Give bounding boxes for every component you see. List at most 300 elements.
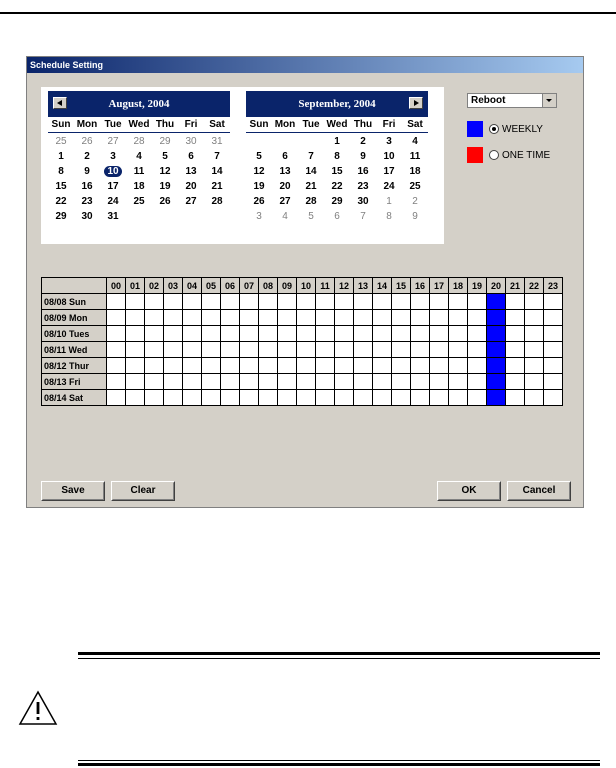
day-number: 24	[383, 181, 395, 192]
schedule-cell[interactable]	[278, 294, 297, 310]
schedule-cell[interactable]	[107, 310, 126, 326]
schedule-cell[interactable]	[221, 294, 240, 310]
schedule-cell[interactable]	[354, 342, 373, 358]
hour-header[interactable]: 08	[259, 278, 278, 294]
schedule-cell[interactable]	[221, 326, 240, 342]
schedule-cell[interactable]	[392, 310, 411, 326]
schedule-cell[interactable]	[544, 374, 563, 390]
day-cell[interactable]	[402, 149, 428, 164]
schedule-cell[interactable]	[373, 310, 392, 326]
schedule-cell[interactable]	[164, 374, 183, 390]
day-cell[interactable]	[246, 194, 272, 209]
day-cell[interactable]	[48, 134, 74, 149]
row-date-label[interactable]: 08/12 Thur	[42, 358, 107, 374]
day-cell[interactable]	[376, 194, 402, 209]
schedule-cell[interactable]	[107, 374, 126, 390]
day-cell[interactable]	[324, 194, 350, 209]
schedule-cell[interactable]	[202, 390, 221, 406]
schedule-cell[interactable]	[202, 374, 221, 390]
hour-header[interactable]: 01	[126, 278, 145, 294]
day-cell[interactable]	[126, 164, 152, 179]
hour-header[interactable]: 14	[373, 278, 392, 294]
day-cell[interactable]	[204, 164, 230, 179]
schedule-cell[interactable]	[449, 390, 468, 406]
schedule-cell[interactable]	[525, 294, 544, 310]
schedule-cell[interactable]	[544, 342, 563, 358]
hour-header[interactable]: 06	[221, 278, 240, 294]
schedule-cell[interactable]	[411, 294, 430, 310]
hour-header[interactable]: 18	[449, 278, 468, 294]
schedule-cell[interactable]	[411, 390, 430, 406]
day-cell[interactable]	[246, 149, 272, 164]
day-cell[interactable]	[350, 149, 376, 164]
day-cell[interactable]	[298, 149, 324, 164]
hour-header[interactable]: 10	[297, 278, 316, 294]
day-cell[interactable]	[350, 134, 376, 149]
schedule-cell[interactable]	[126, 342, 145, 358]
schedule-cell[interactable]	[411, 310, 430, 326]
schedule-cell[interactable]	[278, 310, 297, 326]
schedule-cell[interactable]	[411, 326, 430, 342]
caution-top-rule-thin	[78, 658, 600, 659]
day-cell[interactable]	[298, 164, 324, 179]
schedule-cell[interactable]	[354, 358, 373, 374]
schedule-cell[interactable]	[449, 358, 468, 374]
schedule-cell[interactable]	[202, 358, 221, 374]
schedule-cell[interactable]	[221, 390, 240, 406]
day-cell[interactable]	[48, 194, 74, 209]
day-number: 2	[360, 136, 366, 147]
clear-button[interactable]: Clear	[111, 481, 175, 501]
schedule-cell[interactable]	[164, 342, 183, 358]
day-cell[interactable]	[74, 209, 100, 224]
day-cell[interactable]	[126, 149, 152, 164]
schedule-cell[interactable]	[373, 358, 392, 374]
schedule-cell[interactable]	[335, 310, 354, 326]
schedule-cell[interactable]	[240, 390, 259, 406]
day-cell[interactable]	[376, 134, 402, 149]
schedule-cell[interactable]	[316, 310, 335, 326]
schedule-cell[interactable]	[506, 294, 525, 310]
schedule-cell[interactable]	[259, 342, 278, 358]
schedule-cell[interactable]	[278, 326, 297, 342]
schedule-cell[interactable]	[316, 390, 335, 406]
day-cell[interactable]	[178, 134, 204, 149]
day-cell[interactable]	[100, 209, 126, 224]
schedule-cell[interactable]	[430, 374, 449, 390]
row-date-label[interactable]: 08/13 Fri	[42, 374, 107, 390]
schedule-cell[interactable]	[430, 358, 449, 374]
one-time-radio[interactable]	[489, 150, 499, 160]
hour-header[interactable]: 00	[107, 278, 126, 294]
schedule-cell[interactable]	[107, 358, 126, 374]
schedule-cell[interactable]	[126, 358, 145, 374]
schedule-cell[interactable]	[392, 326, 411, 342]
hour-header[interactable]: 15	[392, 278, 411, 294]
schedule-cell[interactable]	[373, 342, 392, 358]
schedule-cell[interactable]	[354, 326, 373, 342]
schedule-cell[interactable]	[183, 310, 202, 326]
schedule-cell[interactable]	[259, 310, 278, 326]
schedule-cell[interactable]	[354, 294, 373, 310]
schedule-cell[interactable]	[449, 342, 468, 358]
schedule-cell[interactable]	[468, 310, 487, 326]
row-date-label[interactable]: 08/08 Sun	[42, 294, 107, 310]
schedule-cell[interactable]	[525, 310, 544, 326]
day-cell[interactable]	[204, 194, 230, 209]
schedule-cell[interactable]	[202, 326, 221, 342]
schedule-cell-weekly[interactable]	[487, 390, 506, 406]
schedule-cell-weekly[interactable]	[487, 374, 506, 390]
day-cell[interactable]	[402, 209, 428, 224]
day-cell[interactable]	[152, 149, 178, 164]
schedule-cell[interactable]	[506, 310, 525, 326]
schedule-cell-weekly[interactable]	[487, 326, 506, 342]
schedule-cell[interactable]	[392, 342, 411, 358]
schedule-cell[interactable]	[525, 390, 544, 406]
schedule-type-select[interactable]	[467, 93, 557, 108]
day-cell[interactable]	[376, 209, 402, 224]
schedule-cell[interactable]	[297, 374, 316, 390]
schedule-cell[interactable]	[335, 342, 354, 358]
schedule-cell[interactable]	[297, 390, 316, 406]
schedule-cell[interactable]	[449, 374, 468, 390]
weekday-header-row	[246, 119, 428, 133]
schedule-cell[interactable]	[164, 390, 183, 406]
day-cell[interactable]	[272, 209, 298, 224]
day-cell[interactable]	[126, 134, 152, 149]
schedule-cell[interactable]	[126, 390, 145, 406]
day-cell[interactable]	[298, 209, 324, 224]
schedule-cell[interactable]	[183, 358, 202, 374]
schedule-cell[interactable]	[278, 342, 297, 358]
schedule-cell[interactable]	[164, 358, 183, 374]
schedule-cell[interactable]	[297, 310, 316, 326]
schedule-cell[interactable]	[335, 374, 354, 390]
schedule-cell[interactable]	[145, 294, 164, 310]
schedule-cell[interactable]	[449, 310, 468, 326]
schedule-cell[interactable]	[221, 310, 240, 326]
day-cell[interactable]	[204, 179, 230, 194]
day-cell[interactable]	[126, 179, 152, 194]
save-button[interactable]: Save	[41, 481, 105, 501]
row-date-label[interactable]: 08/10 Tues	[42, 326, 107, 342]
day-cell[interactable]	[74, 179, 100, 194]
hour-header[interactable]: 12	[335, 278, 354, 294]
next-month-button[interactable]	[409, 97, 423, 109]
schedule-cell[interactable]	[278, 374, 297, 390]
day-number: 18	[409, 166, 421, 177]
schedule-cell[interactable]	[240, 294, 259, 310]
day-cell[interactable]	[152, 134, 178, 149]
schedule-cell[interactable]	[107, 390, 126, 406]
schedule-cell[interactable]	[430, 326, 449, 342]
schedule-cell[interactable]	[297, 358, 316, 374]
hour-header[interactable]: 04	[183, 278, 202, 294]
schedule-cell[interactable]	[240, 326, 259, 342]
schedule-cell[interactable]	[316, 358, 335, 374]
hour-header[interactable]: 11	[316, 278, 335, 294]
hour-header[interactable]: 16	[411, 278, 430, 294]
schedule-cell[interactable]	[506, 358, 525, 374]
day-cell[interactable]	[204, 149, 230, 164]
schedule-cell[interactable]	[183, 294, 202, 310]
row-date-label[interactable]: 08/11 Wed	[42, 342, 107, 358]
day-cell[interactable]	[178, 194, 204, 209]
schedule-cell[interactable]	[297, 294, 316, 310]
schedule-cell[interactable]	[240, 342, 259, 358]
day-cell[interactable]	[48, 179, 74, 194]
day-cell[interactable]	[178, 179, 204, 194]
hour-header[interactable]: 20	[487, 278, 506, 294]
schedule-cell[interactable]	[525, 358, 544, 374]
schedule-cell[interactable]	[221, 374, 240, 390]
schedule-cell[interactable]	[316, 294, 335, 310]
schedule-cell[interactable]	[468, 294, 487, 310]
day-cell[interactable]	[152, 179, 178, 194]
row-date-label[interactable]: 08/09 Mon	[42, 310, 107, 326]
schedule-cell[interactable]	[373, 390, 392, 406]
schedule-cell[interactable]	[506, 326, 525, 342]
schedule-cell[interactable]	[373, 374, 392, 390]
schedule-cell[interactable]	[316, 326, 335, 342]
day-cell[interactable]	[48, 164, 74, 179]
schedule-cell[interactable]	[126, 310, 145, 326]
schedule-cell[interactable]	[506, 390, 525, 406]
schedule-cell[interactable]	[202, 310, 221, 326]
day-cell[interactable]	[178, 149, 204, 164]
schedule-cell[interactable]	[183, 374, 202, 390]
schedule-cell[interactable]	[259, 294, 278, 310]
schedule-cell[interactable]	[297, 326, 316, 342]
day-cell[interactable]	[74, 194, 100, 209]
schedule-cell[interactable]	[354, 390, 373, 406]
schedule-cell[interactable]	[183, 326, 202, 342]
schedule-cell[interactable]	[373, 294, 392, 310]
schedule-cell[interactable]	[525, 326, 544, 342]
schedule-cell[interactable]	[240, 310, 259, 326]
day-cell[interactable]	[350, 164, 376, 179]
ok-button[interactable]: OK	[437, 481, 501, 501]
day-cell[interactable]	[74, 149, 100, 164]
schedule-cell[interactable]	[544, 294, 563, 310]
schedule-cell[interactable]	[392, 390, 411, 406]
hour-header[interactable]: 23	[544, 278, 563, 294]
hour-header[interactable]: 09	[278, 278, 297, 294]
schedule-cell[interactable]	[316, 342, 335, 358]
schedule-cell[interactable]	[411, 374, 430, 390]
schedule-cell[interactable]	[335, 358, 354, 374]
month-header-right	[246, 91, 428, 117]
schedule-cell[interactable]	[430, 342, 449, 358]
day-cell[interactable]	[74, 134, 100, 149]
schedule-cell[interactable]	[278, 390, 297, 406]
schedule-cell[interactable]	[468, 326, 487, 342]
schedule-cell[interactable]	[411, 358, 430, 374]
day-cell[interactable]	[350, 209, 376, 224]
schedule-cell[interactable]	[202, 294, 221, 310]
schedule-cell[interactable]	[411, 342, 430, 358]
day-cell[interactable]	[324, 149, 350, 164]
day-cell[interactable]	[402, 134, 428, 149]
schedule-cell[interactable]	[221, 358, 240, 374]
schedule-cell[interactable]	[107, 326, 126, 342]
schedule-cell[interactable]	[525, 374, 544, 390]
schedule-cell[interactable]	[468, 358, 487, 374]
day-number: 28	[211, 196, 223, 207]
schedule-cell[interactable]	[145, 326, 164, 342]
day-cell[interactable]	[246, 209, 272, 224]
day-cell[interactable]	[204, 134, 230, 149]
schedule-cell[interactable]	[544, 358, 563, 374]
day-cell[interactable]	[100, 194, 126, 209]
day-cell[interactable]	[272, 194, 298, 209]
schedule-cell[interactable]	[297, 342, 316, 358]
cancel-button[interactable]: Cancel	[507, 481, 571, 501]
hour-header[interactable]: 22	[525, 278, 544, 294]
schedule-cell[interactable]	[259, 390, 278, 406]
schedule-cell[interactable]	[354, 374, 373, 390]
schedule-cell[interactable]	[544, 390, 563, 406]
day-cell[interactable]	[324, 134, 350, 149]
schedule-cell[interactable]	[449, 326, 468, 342]
day-cell[interactable]	[48, 209, 74, 224]
chevron-down-icon[interactable]	[542, 94, 556, 107]
weekday-label: Mon	[76, 119, 98, 130]
prev-month-button[interactable]	[53, 97, 67, 109]
schedule-cell[interactable]	[145, 390, 164, 406]
schedule-cell[interactable]	[354, 310, 373, 326]
schedule-cell[interactable]	[544, 326, 563, 342]
day-cell[interactable]	[402, 179, 428, 194]
schedule-cell[interactable]	[164, 294, 183, 310]
day-cell[interactable]	[100, 179, 126, 194]
schedule-cell-weekly[interactable]	[487, 310, 506, 326]
schedule-cell[interactable]	[107, 342, 126, 358]
day-cell[interactable]	[152, 194, 178, 209]
schedule-cell[interactable]	[145, 310, 164, 326]
schedule-cell[interactable]	[145, 342, 164, 358]
schedule-cell[interactable]	[240, 374, 259, 390]
schedule-cell[interactable]	[506, 342, 525, 358]
schedule-cell[interactable]	[392, 374, 411, 390]
schedule-cell[interactable]	[506, 374, 525, 390]
day-cell[interactable]	[402, 194, 428, 209]
schedule-cell[interactable]	[183, 390, 202, 406]
day-cell[interactable]	[402, 164, 428, 179]
schedule-cell[interactable]	[278, 358, 297, 374]
schedule-cell[interactable]	[335, 390, 354, 406]
schedule-cell[interactable]	[430, 294, 449, 310]
day-cell[interactable]	[376, 164, 402, 179]
day-cell[interactable]	[48, 149, 74, 164]
schedule-cell[interactable]	[525, 342, 544, 358]
weekday-label: Fri	[184, 119, 198, 130]
day-number: 26	[81, 136, 93, 147]
schedule-cell[interactable]	[221, 342, 240, 358]
schedule-cell-weekly[interactable]	[487, 342, 506, 358]
schedule-cell-weekly[interactable]	[487, 358, 506, 374]
selected-day[interactable]	[100, 164, 126, 179]
schedule-cell[interactable]	[164, 326, 183, 342]
weekly-radio[interactable]	[489, 124, 499, 134]
schedule-cell[interactable]	[259, 374, 278, 390]
day-cell[interactable]	[298, 179, 324, 194]
day-cell[interactable]	[324, 179, 350, 194]
day-cell[interactable]	[324, 164, 350, 179]
schedule-cell[interactable]	[316, 374, 335, 390]
schedule-cell[interactable]	[259, 358, 278, 374]
hour-header[interactable]: 03	[164, 278, 183, 294]
day-number: 4	[412, 136, 418, 147]
hour-header[interactable]: 13	[354, 278, 373, 294]
schedule-cell[interactable]	[183, 342, 202, 358]
day-cell[interactable]	[376, 179, 402, 194]
schedule-cell[interactable]	[202, 342, 221, 358]
hour-header[interactable]: 07	[240, 278, 259, 294]
day-cell[interactable]	[324, 209, 350, 224]
schedule-cell-weekly[interactable]	[487, 294, 506, 310]
day-cell[interactable]	[100, 149, 126, 164]
one-time-option[interactable]	[467, 147, 550, 163]
hour-header[interactable]: 02	[145, 278, 164, 294]
hour-header[interactable]: 05	[202, 278, 221, 294]
schedule-cell[interactable]	[430, 390, 449, 406]
schedule-cell[interactable]	[335, 326, 354, 342]
schedule-cell[interactable]	[544, 310, 563, 326]
hour-header[interactable]: 21	[506, 278, 525, 294]
day-cell[interactable]	[272, 164, 298, 179]
schedule-cell[interactable]	[373, 326, 392, 342]
day-cell[interactable]	[272, 179, 298, 194]
hour-header[interactable]: 17	[430, 278, 449, 294]
schedule-cell[interactable]	[126, 374, 145, 390]
schedule-cell[interactable]	[164, 310, 183, 326]
day-cell[interactable]	[74, 164, 100, 179]
day-cell[interactable]	[350, 179, 376, 194]
schedule-cell[interactable]	[126, 294, 145, 310]
day-cell[interactable]	[376, 149, 402, 164]
schedule-cell[interactable]	[145, 358, 164, 374]
row-date-label[interactable]: 08/14 Sat	[42, 390, 107, 406]
day-cell[interactable]	[246, 164, 272, 179]
day-cell[interactable]	[178, 164, 204, 179]
day-cell[interactable]	[152, 164, 178, 179]
schedule-cell[interactable]	[468, 342, 487, 358]
schedule-cell[interactable]	[259, 326, 278, 342]
schedule-cell[interactable]	[468, 390, 487, 406]
schedule-cell[interactable]	[430, 310, 449, 326]
day-cell[interactable]	[272, 149, 298, 164]
day-cell[interactable]	[100, 134, 126, 149]
schedule-cell[interactable]	[392, 294, 411, 310]
schedule-cell[interactable]	[126, 326, 145, 342]
schedule-cell[interactable]	[335, 294, 354, 310]
day-cell[interactable]	[126, 194, 152, 209]
weekly-option[interactable]	[467, 121, 543, 137]
day-number: 25	[409, 181, 421, 192]
hour-header[interactable]: 19	[468, 278, 487, 294]
day-cell[interactable]	[298, 194, 324, 209]
day-cell[interactable]	[350, 194, 376, 209]
schedule-cell[interactable]	[449, 294, 468, 310]
schedule-cell[interactable]	[240, 358, 259, 374]
schedule-cell[interactable]	[107, 294, 126, 310]
schedule-cell[interactable]	[145, 374, 164, 390]
schedule-cell[interactable]	[468, 374, 487, 390]
day-cell[interactable]	[246, 179, 272, 194]
schedule-cell[interactable]	[392, 358, 411, 374]
